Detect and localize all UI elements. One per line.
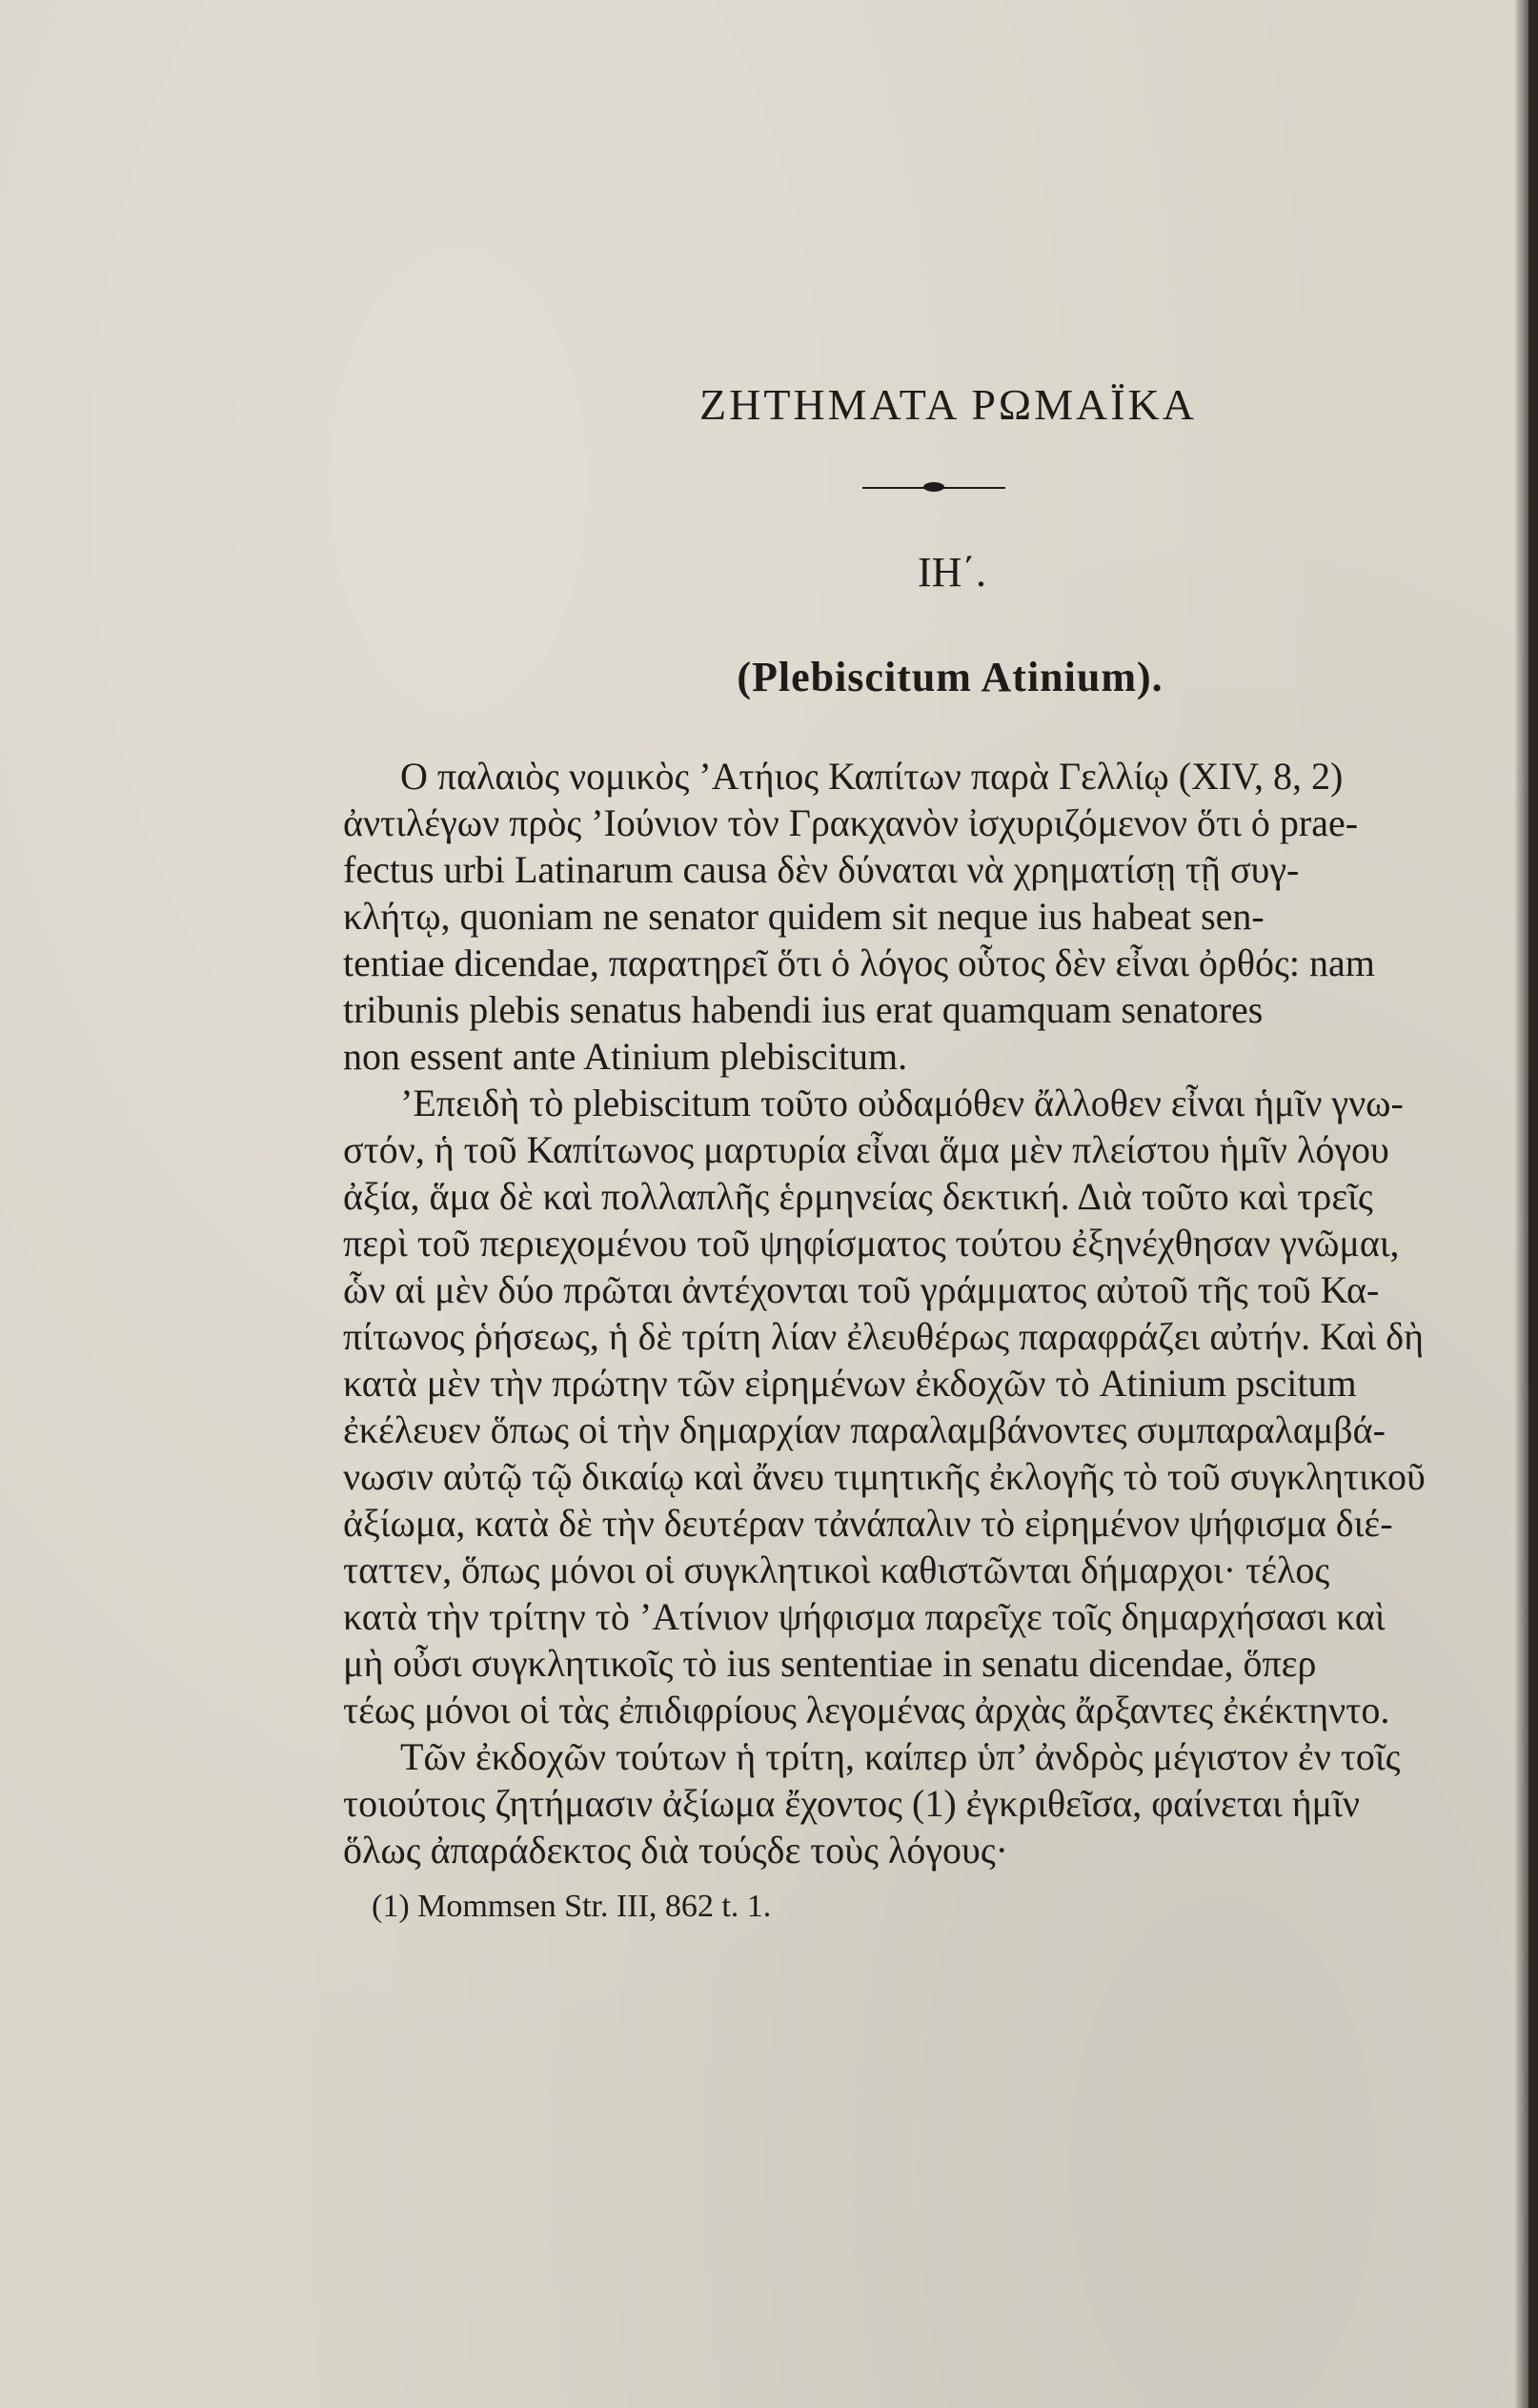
text-line: Τῶν ἐκδοχῶν τούτων ἡ τρίτη, καίπερ ὑπ’ ἀνδρὸς μέγιστον ἐν τοῖς xyxy=(400,1735,1401,1778)
text-line: ἀξίωμα, κατὰ δὲ τὴν δευτέραν τἀνάπαλιν τὸ εἰρημένον ψήφισμα διέ- xyxy=(343,1502,1393,1545)
text-line: ὅλως ἀπαράδεκτος διὰ τούςδε τοὺς λόγους· xyxy=(343,1829,1008,1872)
body-text xyxy=(343,753,1515,1931)
section-title: (Plebiscitum Atinium). xyxy=(737,654,1164,700)
running-head: ΖΗΤΗΜΑΤΑ ΡΩΜΑΪΚΑ xyxy=(699,380,1197,429)
text-line: ἀντιλέγων πρὸς ’Ιούνιον τὸν Γρακχανὸν ἰσχυριζόμενον ὅτι ὁ prae- xyxy=(343,801,1359,844)
text-line: τέως μόνοι οἱ τὰς ἐπιδιφρίους λεγομένας ἀρχὰς ἄρξαντες ἐκέκτηντο. xyxy=(343,1689,1390,1731)
text-line: ταττεν, ὅπως μόνοι οἱ συγκλητικοὶ καθιστῶνται δήμαρχοι· τέλος xyxy=(343,1548,1330,1591)
text-line: νωσιν αὐτῷ τῷ δικαίῳ καὶ ἄνευ τιμητικῆς ἐκλογῆς τὸ τοῦ συγκλητικοῦ xyxy=(343,1455,1426,1498)
text-line: ἐκέλευεν ὅπως οἱ τὴν δημαρχίαν παραλαμβάνοντες συμπαραλαμβά- xyxy=(343,1408,1386,1451)
ornament-rule xyxy=(862,481,1005,495)
text-line: ὧν αἱ μὲν δύο πρῶται ἀντέχονται τοῦ γράμματος αὐτοῦ τῆς τοῦ Κα- xyxy=(343,1268,1380,1311)
text-line: tribunis plebis senatus habendi ius erat quamquam senatores xyxy=(343,988,1264,1031)
footnote: (1) Mommsen Str. III, 862 t. 1. xyxy=(372,1889,772,1924)
section-number: ΙΗ΄. xyxy=(917,549,987,596)
text-line: στόν, ἡ τοῦ Καπίτωνος μαρτυρία εἶναι ἅμα μὲν πλείστου ἡμῖν λόγου xyxy=(343,1128,1389,1171)
text-line: ’Επειδὴ τὸ plebiscitum τοῦτο οὐδαμόθεν ἄλλοθεν εἶναι ἡμῖν γνω- xyxy=(400,1082,1404,1124)
text-line: περὶ τοῦ περιεχομένου τοῦ ψηφίσματος τούτου ἐξηνέχθησαν γνῶμαι, xyxy=(343,1222,1400,1265)
text-line: non essent ante Atinium plebiscitum. xyxy=(343,1035,908,1078)
text-line: κατὰ μὲν τὴν πρώτην τῶν εἰρημένων ἐκδοχῶν τὸ Atinium pscitum xyxy=(343,1362,1357,1405)
text-line: μὴ οὖσι συγκλητικοῖς τὸ ius sententiae in senatu dicendae, ὅπερ xyxy=(343,1642,1317,1685)
text-line: Ο παλαιὸς νομικὸς ’Ατήιος Καπίτων παρὰ Γελλίῳ (XIV, 8, 2) xyxy=(400,755,1344,798)
text-line: τοιούτοις ζητήμασιν ἀξίωμα ἔχοντος (1) ἐγκριθεῖσα, φαίνεται ἡμῖν xyxy=(343,1782,1360,1825)
text-line: ἀξία, ἅμα δὲ καὶ πολλαπλῆς ἑρμηνείας δεκτική. Διὰ τοῦτο καὶ τρεῖς xyxy=(343,1175,1373,1218)
text-line: κατὰ τὴν τρίτην τὸ ’Ατίνιον ψήφισμα παρεῖχε τοῖς δημαρχήσασι καὶ xyxy=(343,1595,1386,1638)
page-edge-shadow xyxy=(1515,0,1528,2408)
ornament-dot xyxy=(923,482,944,492)
text-line: πίτωνος ῥήσεως, ἡ δὲ τρίτη λίαν ἐλευθέρως παραφράζει αὐτήν. Καὶ δὴ xyxy=(343,1315,1425,1358)
text-line: tentiae dicendae, παρατηρεῖ ὅτι ὁ λόγος οὗτος δὲν εἶναι ὀρθός: nam xyxy=(343,941,1375,984)
text-line: fectus urbi Latinarum causa δὲν δύναται νὰ χρηματίσῃ τῇ συγ- xyxy=(343,848,1300,891)
text-line: κλήτῳ, quoniam ne senator quidem sit neque ius habeat sen- xyxy=(343,895,1265,938)
